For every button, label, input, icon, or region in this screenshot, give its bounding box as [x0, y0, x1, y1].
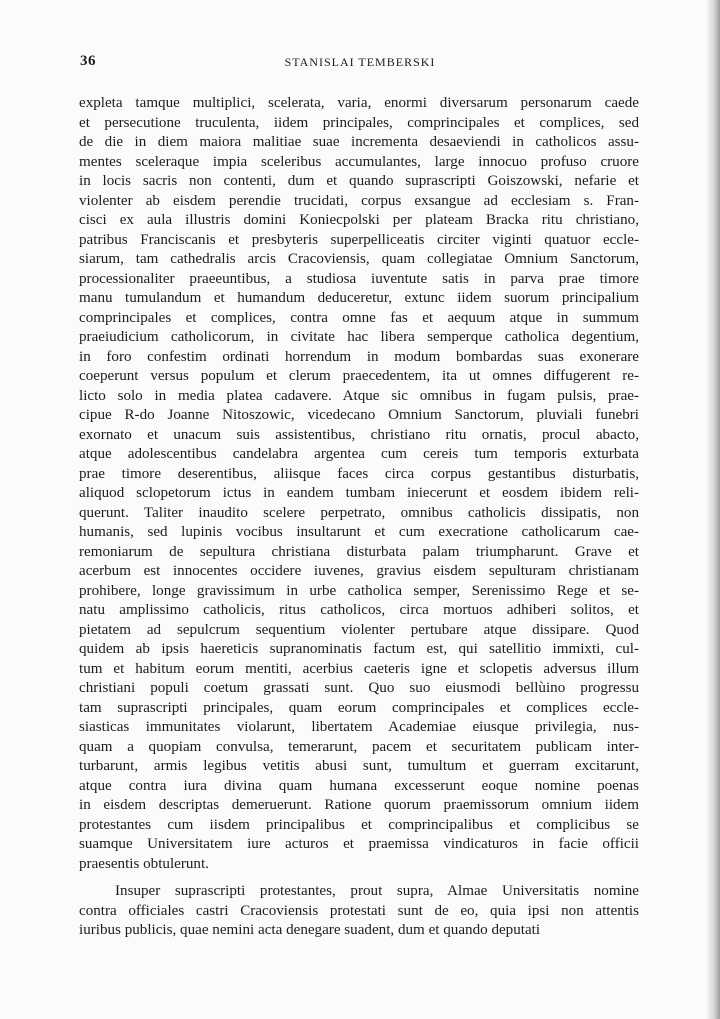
text-line: acerbum est innocentes occidere iuvenes, gravius eisdem sepulturam christianam: [79, 563, 639, 579]
text-line: quam a quopiam convulsa, temerarunt, pacem et securitatem publicam inter-: [79, 738, 639, 755]
text-line: tum et habitum eorum mentiti, acerbius caeteris igne et sclopetis adversus illum: [79, 660, 639, 677]
text-line: pietatem ad sepulcrum sequentium violenter pertubare atque dissipare. Quod: [79, 621, 639, 638]
page-number: 36: [80, 53, 96, 69]
text-line: contra officiales castri Cracoviensis protestati sunt de eo, quia ipsi non attentis: [79, 902, 639, 919]
text-line: mentes sceleraque impia sceleribus accumulantes, large innocuo profuso cruore: [79, 153, 639, 170]
text-line: in eisdem descriptas demeruerunt. Ratione quorum praemissorum omnium iidem: [79, 797, 639, 813]
text-line: protestantes cum iisdem principalibus et comprincipalibus et complicibus se: [79, 816, 639, 833]
text-line: coeperunt versus populum et clerum praecedentem, ita ut omnes diffugerent re-: [79, 368, 639, 384]
text-line: manu tumulandum et humandum deduceretur, extunc iidem suorum principalium: [79, 290, 639, 306]
text-line: suamque Universitatem iure acturos et praemissa vindicaturos in facie officii: [79, 836, 639, 852]
text-line: turbarunt, armis legibus vetitis abusi sunt, tumultum et guerram excitarunt,: [79, 758, 639, 774]
text-line: natu amplissimo catholicis, ritus catholicos, circa mortuos adhiberi solitos, et: [79, 602, 639, 618]
text-line: in foro confestim ordinati horrendum in modum bombardas suas exonerare: [79, 348, 639, 365]
text-line: de die in diem maiora malitiae suae incrementa desaeviendi in catholicos assu-: [79, 134, 639, 150]
text-line: et persecutione truculenta, iidem principales, comprincipales et complices, sed: [79, 114, 639, 131]
text-line: christiani populi coetum grassati sunt. Quo suo eiusmodi bellùino progressu: [79, 680, 639, 696]
paragraph-gap: [79, 874, 639, 882]
text-line: prae timore deserentibus, aliisque faces circa corpus gestantibus disturbatis,: [79, 465, 639, 482]
text-line: processionaliter praeeuntibus, a studiosa iuventute satis in parva prae timore: [79, 270, 639, 287]
text-line: patribus Franciscanis et presbyteris superpelliceatis circiter viginti quatuor eccle-: [79, 231, 639, 248]
text-line: aliquod sclopetorum ictus in eandem tumbam iniecerunt et eosdem ibidem reli-: [79, 485, 639, 501]
text-line: quidem ab ipsis haereticis supranominatis factum est, qui satellitio immixti, cul-: [79, 641, 639, 657]
text-line: praesentis obtulerunt.: [79, 855, 209, 872]
text-line: praeiudicium catholicorum, in civitate hac libera semperque catholica degentium,: [79, 329, 639, 345]
text-line: siasticas immunitates violarunt, libertatem Academiae eiusque privilegia, nus-: [79, 719, 639, 735]
text-line: cisci ex aula illustris domini Koniecpolski per plateam Bracka ritu christiano,: [79, 212, 639, 228]
text-line: remoniarum de sepultura christiana disturbata palam triumpharunt. Grave et: [79, 543, 639, 560]
text-line: atque adolescentibus candelabra argentea cum cereis tum temporis exturbata: [79, 446, 639, 462]
paragraph: [79, 882, 639, 941]
text-line: violenter ab eisdem perendie trucidati, corpus exsangue ad ecclesiam s. Fran-: [79, 192, 639, 209]
text-line: cipue R-do Joanne Nitoszowic, vicedecano Omnium Sanctorum, pluviali funebri: [79, 407, 639, 423]
text-line: tam suprascripti principales, quam eorum comprincipales et complices eccle-: [79, 699, 639, 716]
text-line: querunt. Taliter inaudito scelere perpetrato, omnibus catholicis dissipatis, non: [79, 504, 639, 521]
text-line: in locis sacris non contenti, dum et quando suprascripti Goiszowski, nefarie et: [79, 173, 639, 189]
text-line: atque contra iura divina quam humana excesserunt eoque nomine poenas: [79, 777, 639, 794]
text-line: exornato et unacum suis assistentibus, christiano ritu ornatis, procul abacto,: [79, 426, 639, 443]
text-line: comprincipales et complices, contra omne fas et aequum atque in summum: [79, 309, 639, 326]
text-line: siarum, tam cathedralis arcis Cracoviensis, quam collegiatae Omnium Sanctorum,: [79, 251, 639, 267]
paragraph: [79, 94, 639, 874]
text-line: licto solo in media platea cadavere. Atque sic omnibus in fugam pulsis, prae-: [79, 387, 639, 404]
text-line: humanis, sed lupinis vocibus insultarunt et cum execratione catholicarum cae-: [79, 524, 639, 540]
text-line: prohibere, longe gravissimum in urbe catholica semper, Serenissimo Rege et se-: [79, 582, 639, 599]
text-line: expleta tamque multiplici, scelerata, varia, enormi diversarum personarum caede: [79, 95, 639, 111]
text-line: iuribus publicis, quae nemini acta denegare suadent, dum et quando deputati: [79, 922, 541, 938]
page-edge-shadow: [706, 0, 720, 1019]
running-head: STANISLAI TEMBERSKI: [284, 55, 436, 69]
text-line: Insuper suprascripti protestantes, prout supra, Almae Universitatis nomine: [115, 883, 639, 899]
body-text: [79, 94, 639, 941]
